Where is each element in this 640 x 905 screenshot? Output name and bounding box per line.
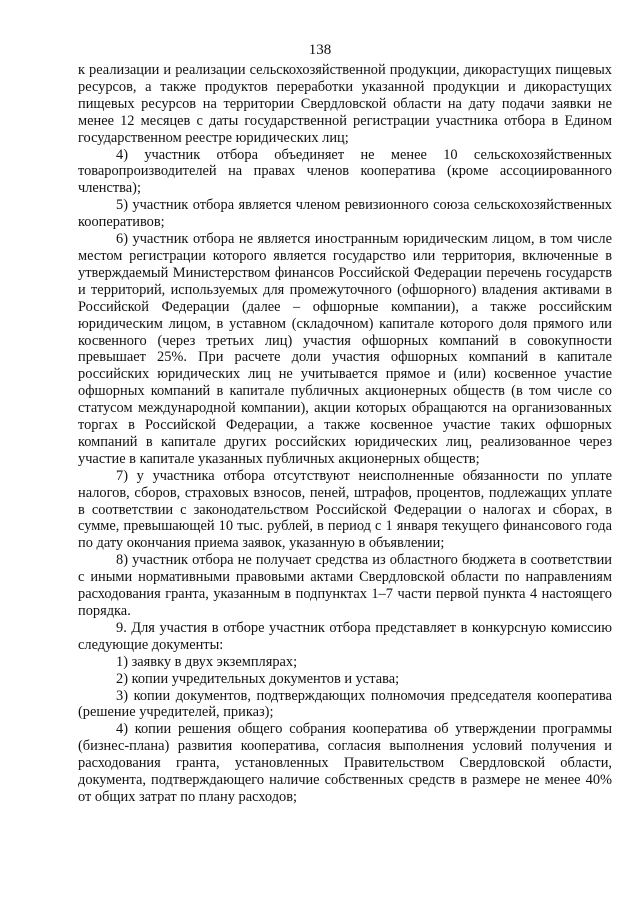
document-list-item-2: 2) копии учредительных документов и устава;: [116, 670, 400, 687]
paragraph-item-5: 5) участник отбора является членом ревизионного союза сельскохозяйственных кооперативов;: [78, 197, 612, 231]
document-list-item-3: 3) копии документов, подтверждающих полномочия председателя кооператива (решение учредителей, приказ);: [78, 687, 612, 721]
paragraph-item-7: 7) у участника отбора отсутствуют неисполненные обязанности по уплате налогов, сборов, страховых взносов, пеней, штрафов, процентов, подлежащих уплате в соответствии с законодательством Российской Федерации о налогах и сборах, в сумме, превышающей 10 тыс. рублей, в период с 1 января текущего финансового года по дату окончания приема заявок, указанную в объявлении;: [78, 467, 612, 552]
paragraph-section-9: 9. Для участия в отборе участник отбора представляет в конкурсную комиссию следующие документы:: [78, 619, 612, 653]
document-body: [78, 62, 612, 806]
page-number: 138: [308, 42, 332, 58]
paragraph-item-8: 8) участник отбора не получает средства из областного бюджета в соответствии с иными нормативными правовыми актами Свердловской области по направлениям расходования гранта, указанным в подпунктах 1–7 части первой пункта 4 настоящего порядка.: [78, 552, 612, 619]
paragraph-continuation: к реализации и реализации сельскохозяйственной продукции, дикорастущих пищевых ресурсов, а также продуктов переработки указанной продукции и дикорастущих пищевых ресурсов на территории Свердловской области на дату подачи заявки не менее 12 месяцев с даты государственной регистрации участника отбора в Едином государственном реестре юридических лиц;: [78, 62, 612, 146]
paragraph-item-6: 6) участник отбора не является иностранным юридическим лицом, в том числе местом регистрации которого является государство или территория, включенные в утверждаемый Министерством финансов Российской Федерации перечень государств и территорий, используемых для промежуточного (офшорного) владения активами в Российской Федерации (далее – офшорные компании), а также российским юридическим лицом, в уставном (складочном) капитале которого доля прямого или косвенного (через третьих лиц) участия офшорных компаний в совокупности превышает 25%. При расчете доли участия офшорных компаний в капитале российских юридических лиц не учитывается прямое и (или) косвенное участие офшорных компаний в капитале публичных акционерных обществ (в том числе со статусом международной компании), акции которых обращаются на организованных торгах в Российской Федерации, а также косвенное участие таких офшорных компаний в капитале других российских юридических лиц, реализованное через участие в капитале указанных публичных акционерных обществ;: [78, 231, 612, 467]
document-list-item-4: 4) копии решения общего собрания кооператива об утверждении программы (бизнес-плана) развития кооператива, согласия выполнения условий получения и расходования гранта, установленных Правительством Свердловской области, документа, подтверждающего наличие собственных средств в размере не менее 40% от общих затрат по плану расходов;: [78, 721, 612, 805]
paragraph-item-4: 4) участник отбора объединяет не менее 10 сельскохозяйственных товаропроизводителей на правах членов кооператива (кроме ассоциированного членства);: [78, 146, 612, 197]
document-list-item-1: 1) заявку в двух экземплярах;: [116, 653, 298, 670]
